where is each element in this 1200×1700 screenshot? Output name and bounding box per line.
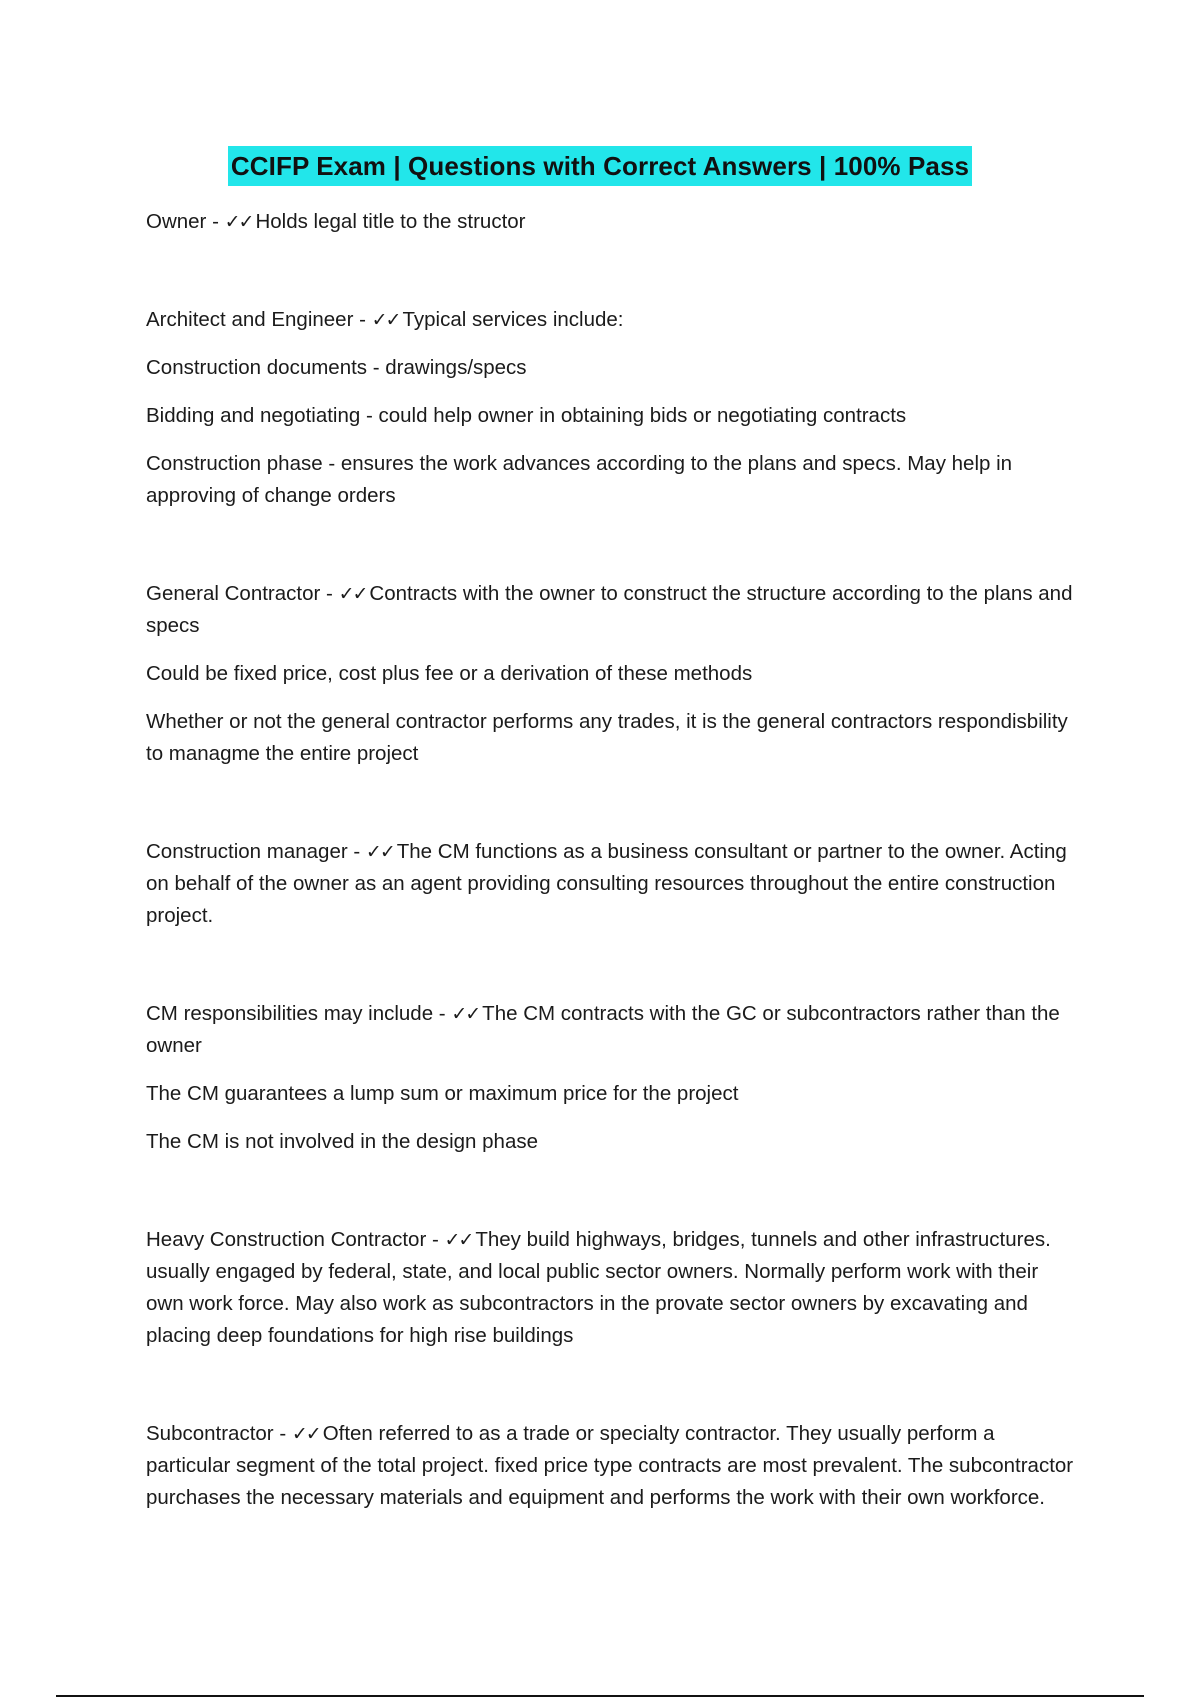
entry-first-line <box>146 578 1076 642</box>
entry-line: Construction phase - ensures the work advances according to the plans and specs. May help in approving of change orders <box>146 452 1013 507</box>
entry-answer: Often referred to as a trade or specialty contractor. They usually perform a particular segment of the total project. fixed price type contracts are most prevalent. The subcontractor purchases the necessary materials and equipment and performs the work with their own workforce. <box>146 1422 1074 1509</box>
entry-term: Owner - <box>146 210 225 233</box>
entry-first-line <box>146 206 1076 238</box>
entry-first-line <box>146 1224 1076 1352</box>
double-check-icon: ✓✓ <box>224 211 253 233</box>
entry-first-line <box>146 304 1076 336</box>
entry-line: The CM guarantees a lump sum or maximum price for the project <box>146 1082 739 1105</box>
entry-answer: Typical services include: <box>402 308 624 331</box>
entry-term: Construction manager - <box>146 840 366 863</box>
footer-divider <box>56 1695 1144 1697</box>
entry-answer: The CM functions as a business consultant or partner to the owner. Acting on behalf of the owner as an agent providing consulting resources throughout the entire construction project. <box>146 840 1067 927</box>
document-title: CCIFP Exam | Questions with Correct Answers | 100% Pass <box>228 146 972 186</box>
entry-first-line <box>146 836 1076 932</box>
entry-cm-responsibilities <box>146 998 1076 1158</box>
entry-line: Could be fixed price, cost plus fee or a derivation of these methods <box>146 662 753 685</box>
entry-architect-engineer <box>146 304 1076 512</box>
entry-answer: They build highways, bridges, tunnels and other infrastructures. usually engaged by federal, state, and local public sector owners. Normally perform work with their own work force. May also work as subcontractors in the provate sector owners by excavating and placing deep foundations for high rise buildings <box>146 1228 1051 1347</box>
entry-line: Bidding and negotiating - could help owner in obtaining bids or negotiating contracts <box>146 404 907 427</box>
entry-construction-manager <box>146 836 1076 932</box>
entry-line: The CM is not involved in the design phase <box>146 1130 539 1153</box>
entry-line: Construction documents - drawings/specs <box>146 356 527 379</box>
entry-owner <box>146 206 1076 238</box>
document-content <box>146 206 1076 1530</box>
entry-term: Heavy Construction Contractor - <box>146 1228 445 1251</box>
entry-term: General Contractor - <box>146 582 339 605</box>
entry-answer: Contracts with the owner to construct the structure according to the plans and specs <box>146 582 1073 637</box>
entry-general-contractor <box>146 578 1076 770</box>
double-check-icon: ✓✓ <box>371 309 400 331</box>
entry-answer: Holds legal title to the structor <box>255 210 526 233</box>
double-check-icon: ✓✓ <box>338 583 367 605</box>
entry-answer: The CM contracts with the GC or subcontractors rather than the owner <box>146 1002 1060 1057</box>
entry-term: Architect and Engineer - <box>146 308 372 331</box>
entry-line: Whether or not the general contractor performs any trades, it is the general contractors respondisbility to managme the entire project <box>146 710 1068 765</box>
entry-first-line <box>146 998 1076 1062</box>
double-check-icon: ✓✓ <box>365 841 394 863</box>
entry-subcontractor <box>146 1418 1076 1514</box>
double-check-icon: ✓✓ <box>451 1003 480 1025</box>
entry-heavy-construction-contractor <box>146 1224 1076 1352</box>
entry-term: Subcontractor - <box>146 1422 292 1445</box>
double-check-icon: ✓✓ <box>444 1229 473 1251</box>
title-wrap <box>0 146 1200 186</box>
entry-first-line <box>146 1418 1076 1514</box>
entry-term: CM responsibilities may include - <box>146 1002 452 1025</box>
double-check-icon: ✓✓ <box>291 1423 320 1445</box>
